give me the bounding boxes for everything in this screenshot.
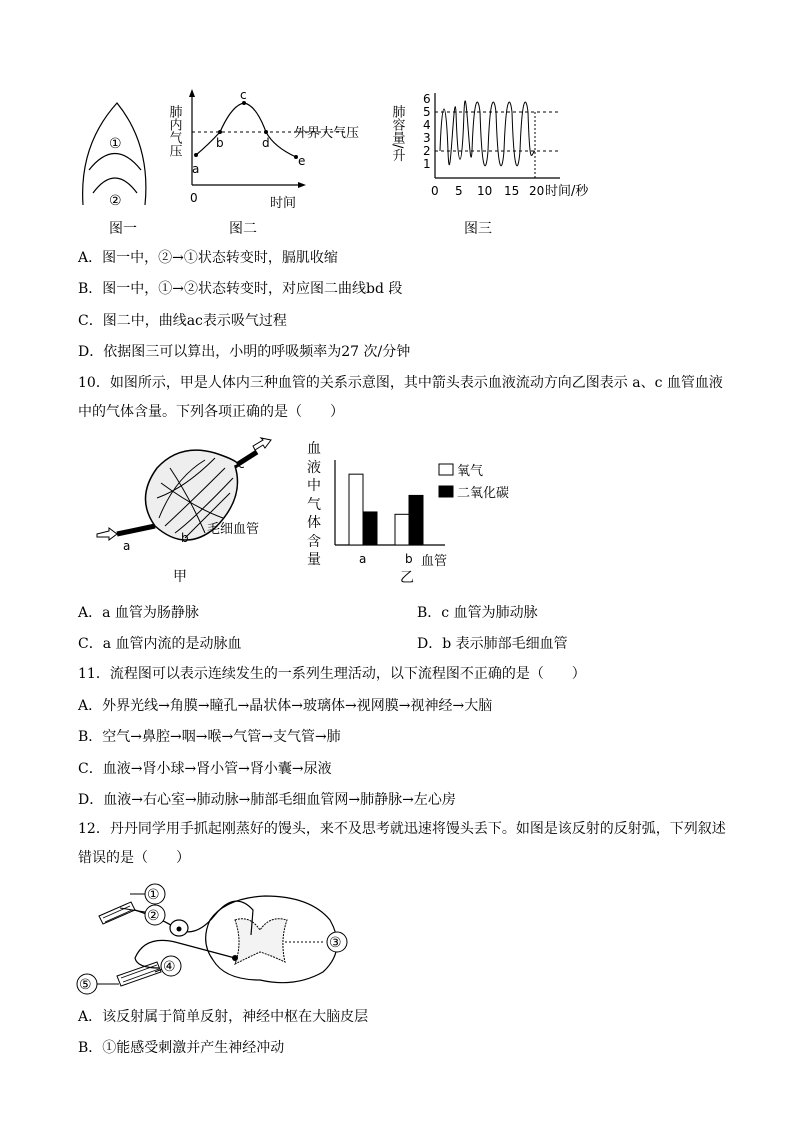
q9-option-d: D．依据图三可以算出，小明的呼吸频率为27 次/分钟: [78, 344, 411, 360]
yi-xlabel: 血管: [421, 554, 448, 569]
fig2-point-e: e: [298, 154, 306, 168]
fig2-point-a: a: [192, 162, 200, 176]
q10-option-b: B．c 血管为肺动脉: [417, 605, 538, 621]
fig2-caption: 图二: [229, 221, 257, 237]
yi-bar-b-co2: [409, 495, 423, 545]
fig3-xtick-20: 20: [529, 184, 545, 198]
q11-option-d: D．血液→右心室→肺动脉→肺部毛细血管网→肺静脉→左心房: [78, 792, 456, 808]
jia-label-b: b: [181, 531, 189, 545]
jia-caption: 甲: [173, 569, 187, 585]
jia-label-a: a: [123, 539, 131, 553]
jia-label-c: c: [238, 457, 245, 471]
svg-text:①: ①: [147, 887, 160, 903]
svg-text:③: ③: [329, 935, 342, 951]
q10-option-d: D．b 表示肺部毛细血管: [417, 636, 568, 652]
q10-figure-jia-vessels: [95, 438, 285, 578]
fig3-xtick-0: 0: [431, 184, 439, 198]
q10-option-c: C．a 血管内流的是动脉血: [78, 636, 242, 652]
q11-option-c: C．血液→肾小球→肾小管→肾小囊→尿液: [78, 761, 332, 777]
q10-figure-yi-chart: [305, 440, 525, 590]
diaphragm-lower-line: [93, 178, 137, 193]
fig3-ytick-4: 4: [423, 118, 431, 132]
q11-option-b: B．空气→鼻腔→咽→喉→气管→支气管→肺: [78, 729, 341, 745]
diaphragm-upper-line: [89, 154, 141, 171]
fig2-xlabel: 时间: [270, 196, 297, 211]
fig3-xlabel: 时间/秒: [545, 184, 589, 199]
figure-2-pressure-curve: [166, 85, 420, 215]
yi-xtick-b: b: [405, 552, 413, 566]
q9-option-c: C．图二中，曲线ac表示吸气过程: [78, 313, 287, 329]
label-5: [77, 974, 97, 994]
q10-stem: 10．如图所示，甲是人体内三种血管的关系示意图，其中箭头表示血液流动方向乙图表示 a、c 血管血液中的气体含量。下列各项正确的是（ ）: [78, 375, 723, 420]
label-4: [161, 956, 181, 976]
fig3-caption: 图三: [464, 221, 492, 237]
label-3: [327, 932, 347, 952]
q9-option-b: B．图一中，①→②状态转变时，对应图二曲线bd 段: [78, 281, 403, 297]
q12-reflex-arc-figure: [75, 880, 360, 995]
q11-option-a: A．外界光线→角膜→瞳孔→晶状体→玻璃体→视网膜→视神经→大脑: [78, 698, 493, 714]
fig3-ytick-6: 6: [423, 92, 431, 106]
receptor-skin: [99, 902, 135, 924]
q9-option-a: A．图一中，②→①状态转变时，膈肌收缩: [78, 250, 338, 266]
figure-3-lung-volume: [389, 85, 615, 210]
q12-option-a: A．该反射属于简单反射，神经中枢在大脑皮层: [78, 1009, 369, 1025]
fig3-y-ticks: [423, 92, 431, 171]
fig2-point-d: d: [262, 136, 270, 150]
yi-ylabel: 血 液 中 气 体 含 量: [307, 441, 321, 568]
figure-row-top: [70, 85, 630, 235]
q10-option-a: A．a 血管为肠静脉: [78, 605, 199, 621]
yi-legend-swatch-0: [439, 464, 453, 475]
fig3-xtick-5: 5: [455, 184, 463, 198]
fig2-point-c: c: [240, 88, 247, 102]
yi-bar-b-oxygen: [395, 514, 409, 545]
fig3-ytick-1: 1: [423, 157, 431, 171]
svg-text:④: ④: [163, 959, 176, 975]
jia-capillary-label: 毛细血管: [207, 522, 260, 537]
yi-bar-chart: [329, 440, 525, 575]
fig3-ytick-5: 5: [423, 105, 431, 119]
fig2-origin: 0: [190, 191, 198, 205]
q12-option-b: B．①能感受刺激并产生神经冲动: [78, 1040, 285, 1056]
fig1-caption: 图一: [109, 221, 137, 237]
fig3-ytick-3: 3: [423, 131, 431, 145]
fig2-ref-label: 外界大气压: [294, 126, 360, 141]
yi-bar-a-co2: [363, 512, 377, 545]
yi-caption: 乙: [400, 570, 414, 586]
fig2-point-b: b: [216, 136, 224, 150]
outflow-arrow-icon: [253, 438, 271, 450]
fig3-xtick-10: 10: [477, 184, 493, 198]
yi-bar-a-oxygen: [349, 474, 363, 545]
figure-1-diaphragm: [75, 95, 155, 210]
yi-legend-label-0: 氧气: [457, 464, 484, 479]
fig3-xtick-15: 15: [504, 184, 520, 198]
fig1-state-1: ①: [109, 136, 122, 152]
fig2-ylabel: 肺内气压: [166, 105, 182, 157]
q11-stem: 11．流程图可以表示连续发生的一系列生理活动，以下流程图不正确的是（ ）: [78, 666, 586, 682]
fig1-state-2: ②: [109, 193, 122, 209]
label-1: [145, 884, 165, 904]
yi-xtick-a: a: [359, 552, 367, 566]
fig3-breathing-wave: [440, 101, 535, 166]
fig2-y-arrow: [189, 89, 195, 97]
svg-text:⑤: ⑤: [79, 977, 92, 993]
fig3-ytick-2: 2: [423, 144, 431, 158]
artery-a: [117, 526, 155, 534]
fig3-ylabel: 肺容量/升: [389, 105, 405, 162]
fig2-curve: [196, 103, 296, 157]
svg-text:②: ②: [147, 908, 160, 924]
yi-legend-swatch-1: [439, 486, 453, 497]
q12-stem: 12．丹丹同学用手抓起刚蒸好的馒头，来不及思考就迅速将馒头丢下。如图是该反射的反射弧，下列叙述错误的是（ ）: [78, 821, 726, 866]
fig2-x-arrow: [298, 182, 306, 188]
inflow-arrow-icon: [97, 528, 117, 540]
yi-legend-label-1: 二氧化碳: [457, 486, 510, 501]
label-2: [145, 905, 165, 925]
